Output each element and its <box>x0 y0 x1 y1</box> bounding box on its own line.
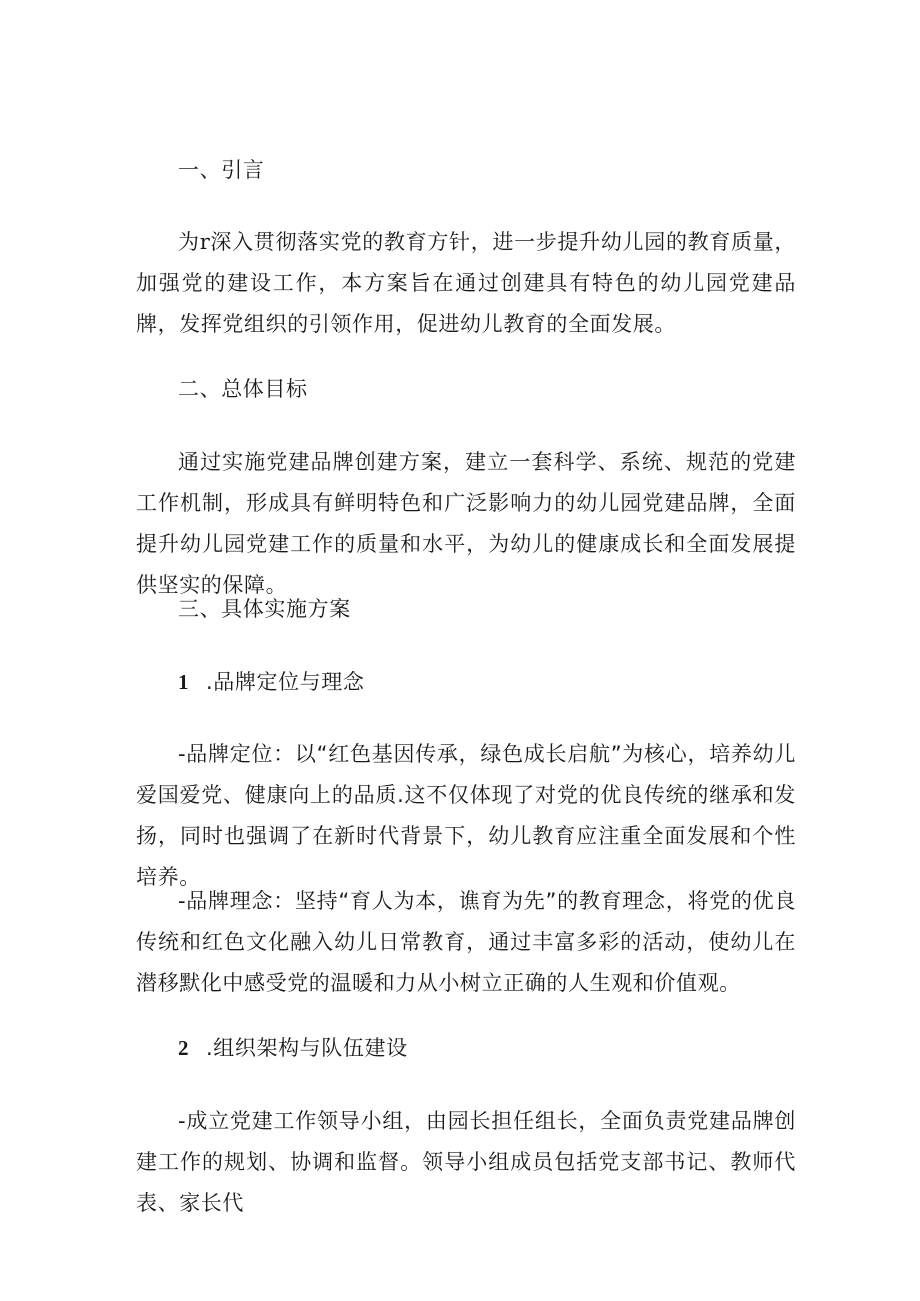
intro-paragraph: 为r深入贯彻落实党的教育方针，进一步提升幼儿园的教育质量，加强党的建设工作，本方案旨在通过创建具有特色的幼儿园党建品牌，发挥党组织的引领作用，促进幼儿教育的全面发展。 <box>136 230 796 336</box>
brand-positioning-paragraph: -品牌定位：以“红色基因传承，绿色成长启航”为核心，培养幼儿爱国爱党、健康向上的品质.这不仅体现了对党的优良传统的继承和发扬，同时也强调了在新时代背景下，幼儿教育应注重全面发展和个性培养。 <box>136 742 796 889</box>
organization-paragraph: -成立党建工作领导小组，由园长担任组长，全面负责党建品牌创建工作的规划、协调和监督。领导小组成员包括党支部书记、教师代表、家长代 <box>136 1109 796 1215</box>
section-heading-plan: 三、具体实施方案 <box>178 597 351 621</box>
section-heading-intro: 一、引言 <box>178 158 265 182</box>
subsection-number: 1 <box>178 670 190 694</box>
subsection-number: 2 <box>178 1036 190 1060</box>
section-heading-goal: 二、总体目标 <box>178 377 308 401</box>
subsection-title: .组织架构与队伍建设 <box>206 1036 408 1060</box>
goal-paragraph: 通过实施党建品牌创建方案，建立一套科学、系统、规范的党建工作机制，形成具有鲜明特色和广泛影响力的幼儿园党建品牌，全面提升幼儿园党建工作的质量和水平，为幼儿的健康成长和全面发展提供坚实的保障。 <box>136 450 796 597</box>
subsection-heading-brand <box>136 662 796 703</box>
subsection-heading-organization <box>136 1028 796 1069</box>
subsection-title: .品牌定位与理念 <box>206 670 365 694</box>
brand-philosophy-paragraph: -品牌理念：坚持“育人为本，谯育为先”的教育理念，将党的优良传统和红色文化融入幼儿日常教育，通过丰富多彩的活动，使幼儿在潜移默化中感受党的温暖和力从小树立正确的人生观和价值观。 <box>136 889 796 995</box>
